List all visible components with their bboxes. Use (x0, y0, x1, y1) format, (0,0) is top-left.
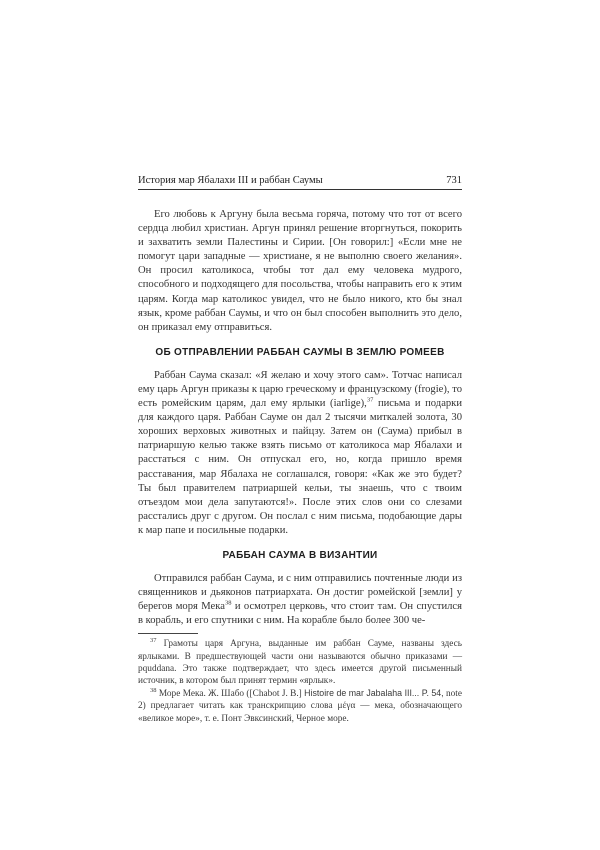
footnote-mark-37: 37 (150, 637, 157, 645)
byzantium-paragraph (138, 572, 462, 628)
footnote-38-text-part2: note 2) предлагает читать как транскрипцию слова μέγα — мека, обозначающего «великое море», т. е. Понт Эвксинский, Черное море. (138, 689, 462, 724)
footnote-38 (138, 687, 462, 725)
footnote-38-cited-title: Histoire de mar Jabalaha III... P. 54, (304, 688, 444, 699)
footnote-38-text-part1: Море Мека. Ж. Шабо ([Chabot J. B.] (158, 689, 305, 700)
embassy-text-part1: Раббан Саума сказал: «Я желаю и хочу этого сам». Тотчас написал ему царь Аргун приказы к царю греческому и французскому (frogie), то есть ромейским царям, дал ему ярлыки (iarlige), (138, 369, 462, 410)
footnote-ref-38[interactable]: 38 (224, 599, 232, 607)
section-title-embassy: ОБ ОТПРАВЛЕНИИ РАББАН САУМЫ В ЗЕМЛЮ РОМЕЕВ (155, 346, 445, 358)
embassy-paragraph (138, 369, 462, 538)
running-title: История мар Ябалахи III и раббан Саумы (138, 175, 323, 186)
page-number: 731 (446, 175, 462, 186)
intro-paragraph: Его любовь к Аргуну была весьма горяча, потому что тот от всего сердца любил христиан. Аргун принял решение вторгнуться, покорить и захватить земли Палестины и Сирии. [Он говорил:] «Если мне не помогут цари западные — христиане, я не выполню своего желания». Он просил католикоса, чтобы тот дал ему человека мудрого, способного и подходящего для посольства, чтобы направить его к этим царям. Когда мар католикос увидел, что не было никого, кто бы знал язык, кроме раббан Саумы, и что он был способен выполнить это дело, он приказал ему отправиться. (138, 209, 462, 333)
section-title-byzantium: РАББАН САУМА В ВИЗАНТИИ (222, 549, 378, 561)
byzantium-text-part2: и осмотрел церковь, что стоит там. Он спустился в корабль, и его спутники с ним. На корабле было более 300 че- (138, 601, 462, 627)
book-page (138, 175, 462, 725)
footnote-ref-37[interactable]: 37 (366, 396, 374, 404)
footnote-37-text: Грамоты царя Аргуна, выданные им раббан Сауме, названы здесь ярлыками. В предшествующей части они называются обычно приказами — pquddana. Это также подтверждает, что здесь имеется другой письменный источник, в котором был принят термин «ярлык». (138, 639, 463, 686)
running-head (138, 175, 462, 190)
footnote-mark-38: 38 (150, 687, 157, 695)
byzantium-text-part1: Отправился раббан Саума, и с ним отправились почтенные люди из священников и дьяконов патриархата. Он достиг ромейской [земли] у берегов моря Мека (138, 572, 462, 613)
footnote-37 (138, 638, 462, 687)
footnote-divider (138, 633, 198, 634)
embassy-text-part2: письма и подарки для каждого царя. Раббан Сауме он дал 2 тысячи миткалей золота, 30 хороших верховых животных и пайцзу. Затем он (Саума) прибыл в патриаршую келью также взять письмо от католикоса мар Ябалахи и расстаться с ним. Он отпускал его, но, когда пришло время расставания, мар Ябалаха не соглашался, говоря: «Как же это будет? Ты был правителем патриаршей кельи, ты знаешь, что с твоим отъездом мои дела запутаются!». После этих слов они со слезами расстались друг с другом. Он послал с ним письма, подобающие дары к мар папе и посильные подарки. (138, 398, 463, 536)
